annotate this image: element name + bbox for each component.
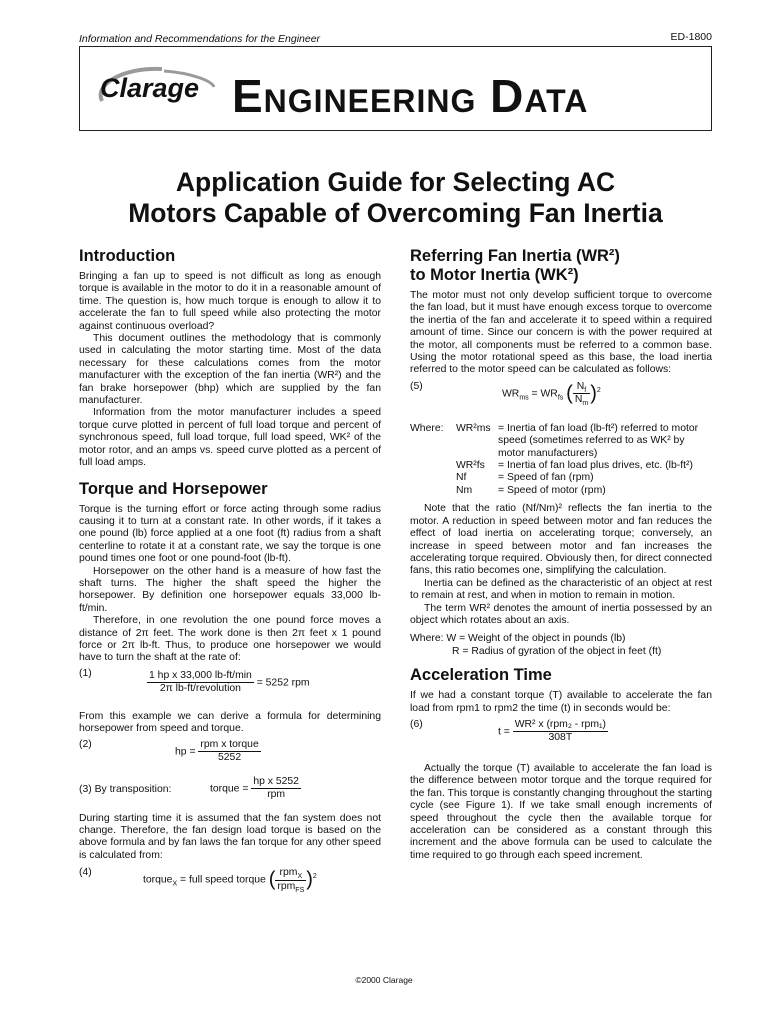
equation-1 [79, 668, 381, 708]
equation-4-exponent: 2 [312, 873, 317, 881]
equation-2-number: (2) [79, 738, 92, 750]
equation-4-fraction [275, 867, 306, 893]
where-weight: Where: W = Weight of the object in pounds (lb) [410, 633, 626, 645]
note-paragraph-3: The term WR² denotes the amount of inertia possessed by an object which rotates about an axis. [410, 602, 712, 626]
where-definitions [410, 423, 712, 497]
during-paragraph: During starting time it is assumed that the fan system does not change. Therefore, the fan design load torque is based on the above formula and by fan laws the fan torque for any other speed is calculated from: [79, 812, 381, 861]
torque-heading: Torque and Horsepower [79, 479, 268, 498]
acceleration-paragraph-1: If we had a constant torque (T) available to accelerate the fan load from rpm1 to rpm2 the time (t) in seconds would be: [410, 690, 712, 714]
where-description: = Inertia of fan load plus drives, etc. (lb-ft²) [498, 460, 693, 472]
equation-1-result: = 5252 rpm [256, 677, 310, 689]
where-description: = Inertia of fan load (lb-ft²) referred to motor speed (sometimes referred to as WK² by motor manufacturers) [498, 422, 699, 459]
where-weight-radius [410, 633, 712, 658]
equation-5-denominator-sub: m [582, 400, 589, 408]
where-description: = Speed of motor (rpm) [498, 484, 606, 496]
equation-2-numerator: rpm x torque [198, 739, 260, 752]
banner-title-text: Engineering Data [232, 70, 589, 122]
intro-paragraph-3: Information from the motor manufacturer includes a speed torque curve plotted in percent of full load torque and percent of synchronous speed, full load torque, full load speed, WK² of the motor rotor, and an amps vs. speed curve plotted as a percent of full load amps. [79, 407, 381, 469]
banner-title [232, 69, 588, 123]
equation-6-numerator: WR² x (rpm₂ - rpm₁) [513, 719, 608, 732]
equation-3-numerator: hp x 5252 [251, 776, 301, 789]
tagline: Information and Recommendations for the Engineer [79, 33, 321, 45]
equation-4-lhs: torque [143, 874, 173, 886]
right-column [410, 247, 712, 862]
equation-4-number: (4) [79, 867, 92, 879]
equation-5-fraction [573, 381, 590, 407]
equation-1-fraction [147, 670, 254, 696]
equation-5-exponent: 2 [596, 387, 601, 395]
equation-3-fraction [251, 776, 301, 802]
acceleration-heading: Acceleration Time [410, 666, 552, 685]
referring-heading-line-2: to Motor Inertia (WK²) [410, 266, 579, 284]
where-symbol: WR²fs [456, 460, 485, 472]
equation-6-fraction [513, 719, 608, 745]
torque-paragraph-2: Horsepower on the other hand is a measure of how fast the shaft turns. The higher the shaft speed the higher the horsepower. By definition one horsepower equals 33,000 lb-ft/min. [79, 565, 381, 614]
equation-5: (5) $WR_{ms} = WR_{fs}$ ( $\frac{N_f}{N_m}$ )$^2$ [410, 380, 601, 408]
where-symbol: WR²ms [456, 422, 491, 434]
after-eq1-paragraph: From this example we can derive a formula for determining horsepower from speed and torque. [79, 710, 381, 735]
intro-paragraph-1: Bringing a fan up to speed is not difficult as long as enough torque is available in the motor to do it in a reasonable amount of time. The question is, how much torque is enough to allow it to accelerate the fan to full speed while also protecting the motor against continuous overload? [79, 271, 381, 332]
where-symbol: Nm [456, 484, 473, 496]
equation-4-numerator: rpm [279, 867, 298, 879]
copyright-footer: ©2000 Clarage [355, 975, 413, 985]
left-column [79, 247, 381, 906]
where-radius: R = Radius of gyration of the object in feet (ft) [452, 645, 662, 657]
title-line-1: Application Guide for Selecting AC [175, 167, 616, 197]
equation-4-denominator-sub: FS [295, 886, 305, 894]
equation-3-lhs: torque = [210, 783, 249, 795]
equation-3 [79, 776, 381, 810]
torque-paragraph-3: Therefore, in one revolution the one pound force moves a distance of 2π feet. The work done is then 2π feet x 1 pound force or 2π lb-ft. Thus, to produce one horsepower we would have to turn the shaft at the rate of: [79, 615, 381, 664]
equation-6-denominator: 308T [548, 732, 573, 744]
equation-5-numerator-sub: f [584, 386, 587, 394]
equation-4-lhs-sub: X [172, 880, 178, 888]
equation-4-numerator-sub: X [297, 873, 303, 881]
equation-2 [79, 739, 381, 773]
equation-5-number: (5) [410, 380, 423, 392]
where-label: Where: [410, 422, 444, 434]
equation-3-denominator: rpm [267, 789, 286, 800]
equation-1-number: (1) [79, 667, 92, 679]
equation-5-numerator: N [576, 380, 585, 392]
title-line-2: Motors Capable of Overcoming Fan Inertia [128, 198, 663, 228]
page-title [79, 167, 712, 229]
equation-5-rhs-sub: fs [557, 394, 564, 402]
equation-5-lhs: WR [502, 388, 520, 400]
note-paragraph-1: Note that the ratio (Nf/Nm)² reflects the fan inertia to the motor. A reduction in speed between motor and fan reduces the effect of load inertia on accelerating torque; conversely, an increase in speed between motor and fan increases the accelerating torque required. Obviously then, for direct connected fans, this ratio becomes one, simplifying the calculation. [410, 503, 712, 577]
referring-heading-line-1: Referring Fan Inertia (WR²) [410, 247, 620, 265]
equation-6 [410, 719, 712, 755]
torque-paragraph-1: Torque is the turning effort or force acting through some radius causing it to turn at a constant rate. In other words, if it takes a one pound (lb) force applied at a one foot (ft) radius from a shaft centerline to rotate it at a constant rate, we say the torque is one pound times one foot or one pound-foot (lb-ft). [79, 503, 381, 565]
where-description: = Speed of fan (rpm) [498, 472, 594, 484]
equation-6-lhs: t = [498, 726, 510, 738]
equation-3-label: (3) By transposition: [79, 783, 172, 795]
acceleration-paragraph-2: Actually the torque (T) available to accelerate the fan load is the difference between motor torque and the torque required for the fan. This torque is constantly changing throughout the starting cycle (see Figure 1). If we take small enough increments of speed throughout the cycle then the available torque for acceleration can be considered as a constant through this increment and the above formula can be used to calculate the time required to go through each speed increment. [410, 762, 712, 861]
equation-2-denominator: 5252 [218, 752, 242, 763]
referring-paragraph: The motor must not only develop sufficient torque to overcome the fan load, but it must have enough excess torque to overcome the inertia of the fan and accelerate it to speed within a required amount of time. Since our concern is with the power required at the motor, all components must be referred to a common base. Using the motor rotational speed as this base, the load inertia referred to the motor speed can be calculated as follows: [410, 290, 712, 376]
equation-5-equals: = WR [531, 388, 558, 400]
equation-4: (4) torque$_X$ = full speed torque ( $\frac{rpm_X}{rpm_{FS}}$ )$^2$ [79, 867, 317, 894]
title-banner [79, 47, 712, 131]
note-paragraph-2: Inertia can be defined as the characteristic of an object at rest to remain at rest, and when in motion to remain in motion. [410, 577, 712, 602]
equation-4-mid: = full speed torque [180, 874, 266, 886]
equation-6-number: (6) [410, 718, 423, 730]
where-symbol: Nf [456, 472, 467, 484]
equation-5-lhs-sub: ms [519, 394, 529, 402]
document-id: ED-1800 [670, 31, 712, 43]
clarage-logo [92, 63, 222, 113]
equation-5-denominator: N [574, 394, 583, 406]
equation-1-numerator: 1 hp x 33,000 lb-ft/min [147, 670, 254, 683]
equation-2-lhs: hp = [175, 746, 196, 758]
introduction-heading: Introduction [79, 247, 176, 265]
logo-text: Clarage [100, 73, 200, 103]
equation-2-fraction [198, 739, 260, 765]
intro-paragraph-2: This document outlines the methodology that is commonly used in calculating the motor starting time. Most of the data necessary for these calculations comes from the motor manufacturer with the exception of the fan inertia (WR²) and the fan brake horsepower (bhp) which are supplied by the fan manufacturer. [79, 333, 381, 407]
equation-1-denominator: 2π lb-ft/revolution [159, 683, 241, 695]
referring-heading [410, 247, 712, 285]
equation-4-denominator: rpm [277, 880, 296, 892]
